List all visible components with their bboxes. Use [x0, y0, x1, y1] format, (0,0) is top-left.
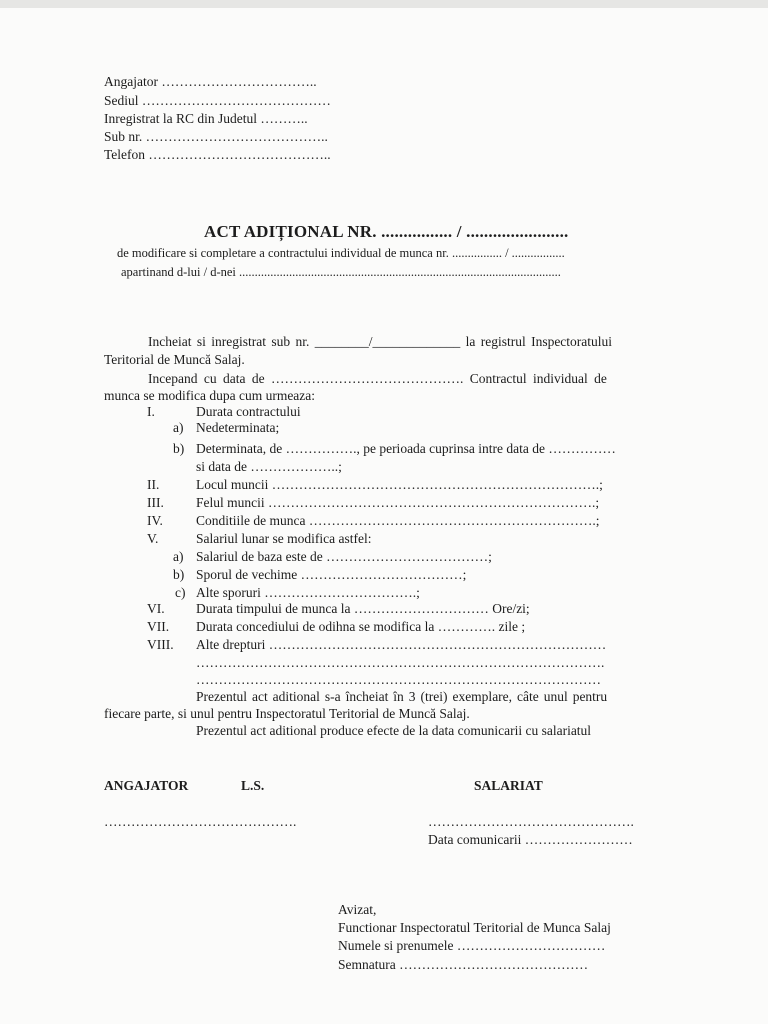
subitem-letter: a) — [173, 420, 184, 435]
headquarters-field: Sediul …………………………………… — [104, 93, 331, 108]
item-text: Durata concediului de odihna se modifica la …………. zile ; — [196, 619, 526, 634]
item-number: IV. — [147, 513, 163, 528]
item-number: II. — [147, 477, 160, 492]
subitem-text: Alte sporuri …………………………….; — [196, 585, 420, 600]
item-text: Alte drepturi ………………………………………………………………… — [196, 637, 607, 652]
employer-signature-line: ……………………………………. — [104, 814, 297, 829]
approval-label: Avizat, — [338, 902, 377, 917]
document-title: ACT ADIȚIONAL NR. ................ / ....................... — [204, 222, 569, 241]
document-subtitle-owner: apartinand d-lui / d-nei ....................................................................................................... — [121, 265, 561, 279]
communication-date-field: Data comunicarii …………………… — [428, 832, 633, 847]
subitem-letter: b) — [173, 567, 185, 582]
start-date-paragraph: Incepand cu data de ……………………………………. Contractul individual de — [148, 371, 607, 386]
item-text: Durata contractului — [196, 404, 301, 419]
subitem-text: Nedeterminata; — [196, 420, 280, 435]
copies-paragraph: Prezentul act aditional s-a încheiat în 3 (trei) exemplare, câte unul pentru — [196, 689, 608, 704]
scan-edge — [0, 0, 768, 8]
employee-signature-label: SALARIAT — [474, 778, 543, 793]
registration-county-field: Inregistrat la RC din Judetul ……….. — [104, 111, 308, 126]
effect-paragraph: Prezentul act aditional produce efecte de la data comunicarii cu salariatul — [196, 723, 592, 738]
employer-signature-label: ANGAJATOR — [104, 778, 189, 793]
item-text: Felul muncii ……………………………………………………………….; — [196, 495, 600, 510]
phone-field: Telefon ………………………………….. — [104, 147, 331, 162]
registration-paragraph-cont: Teritorial de Muncă Salaj. — [104, 352, 245, 367]
item-text: Durata timpului de munca la ………………………… Ore/zi; — [196, 601, 530, 616]
employer-field: Angajator …………………………….. — [104, 74, 317, 89]
item-text-cont: ………………………………………………………………………………. — [196, 655, 605, 670]
employee-signature-line: ………………………………………. — [428, 814, 634, 829]
registration-number-field: Sub nr. ………………………………….. — [104, 129, 328, 144]
item-text: Conditiile de munca ……………………………………………………….; — [196, 513, 600, 528]
item-text: Salariul lunar se modifica astfel: — [196, 531, 372, 546]
item-number: I. — [147, 404, 155, 419]
registration-paragraph: Incheiat si inregistrat sub nr. ________/_____________ la registrul Inspectoratului — [148, 334, 613, 349]
approval-signature-field: Semnatura …………………………………… — [338, 957, 589, 972]
subitem-letter: b) — [173, 441, 185, 456]
subitem-letter: a) — [173, 549, 184, 564]
item-number: V. — [147, 531, 159, 546]
item-number: VIII. — [147, 637, 174, 652]
subitem-text: Sporul de vechime ………………………………; — [196, 567, 467, 582]
item-number: III. — [147, 495, 164, 510]
copies-paragraph-cont: fiecare parte, si unul pentru Inspectoratul Teritorial de Muncă Salaj. — [104, 706, 470, 721]
item-text-cont: ……………………………………………………………………………… — [196, 672, 601, 687]
subitem-letter: c) — [175, 585, 186, 600]
stamp-label: L.S. — [241, 778, 265, 793]
item-number: VI. — [147, 601, 165, 616]
item-text: Locul muncii ……………………………………………………………….; — [196, 477, 603, 492]
subitem-text-cont: si data de ………………..; — [196, 459, 342, 474]
item-number: VII. — [147, 619, 170, 634]
approval-name-field: Numele si prenumele …………………………… — [338, 938, 606, 953]
start-date-paragraph-cont: munca se modifica dupa cum urmeaza: — [104, 388, 316, 403]
approval-officer: Functionar Inspectoratul Teritorial de Munca Salaj — [338, 920, 611, 935]
subitem-text: Determinata, de ……………., pe perioada cuprinsa intre data de …………… — [196, 441, 616, 456]
subitem-text: Salariul de baza este de ………………………………; — [196, 549, 492, 564]
document-subtitle: de modificare si completare a contractului individual de munca nr. ................ / ................. — [117, 246, 565, 260]
